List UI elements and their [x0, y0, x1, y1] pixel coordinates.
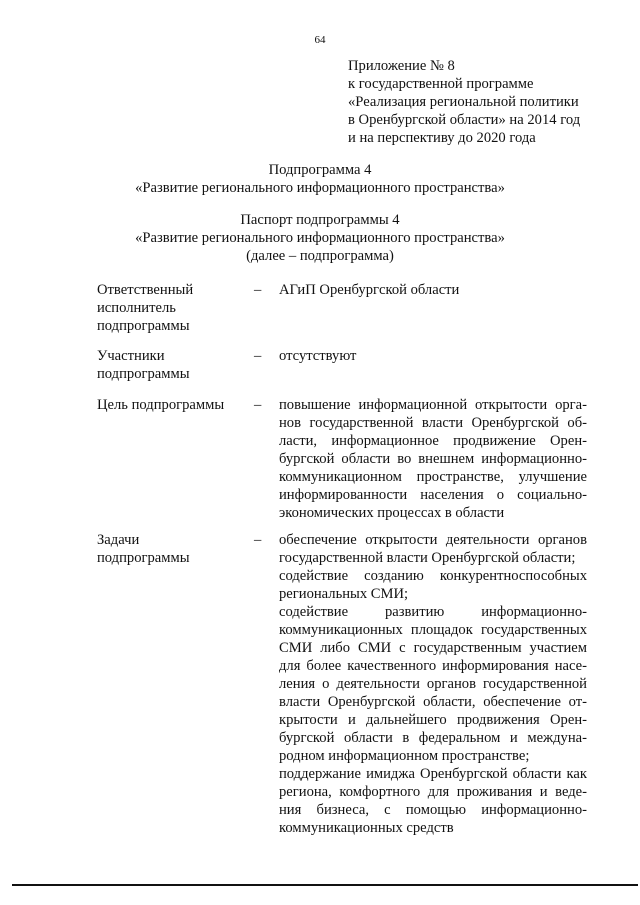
- row-label-executor: [97, 281, 247, 335]
- value-line: содействие созданию конкурентноспособных: [279, 568, 587, 584]
- value-line: обеспечение открытости деятельности органов: [279, 532, 587, 548]
- row-dash: –: [254, 282, 262, 298]
- value-line: бургской области во внешнем информационно-: [279, 451, 587, 467]
- value-line: содействие развитию информационно-: [279, 604, 587, 620]
- passport-name: «Развитие регионального информационного пространства»: [135, 230, 505, 246]
- label-line: исполнитель: [97, 300, 176, 316]
- value-line: крытости и дальнейшего продвижения Орен-: [279, 712, 587, 728]
- subprogram-title: Подпрограмма 4: [268, 162, 372, 178]
- row-dash: –: [254, 532, 262, 548]
- value-line: АГиП Оренбургской области: [279, 282, 460, 298]
- passport-heading: [0, 211, 640, 265]
- value-line: региональных СМИ;: [279, 586, 409, 602]
- appendix-line: к государственной программе: [348, 76, 534, 92]
- value-line: повышение информационной открытости орга-: [279, 397, 587, 413]
- value-line: бургской области в федеральном и междуна-: [279, 730, 587, 746]
- value-line: СМИ либо СМИ с государственным участием: [279, 640, 587, 656]
- passport-note: (далее – подпрограмма): [246, 248, 394, 264]
- row-label-tasks: [97, 531, 247, 567]
- subprogram-heading: [0, 161, 640, 197]
- row-label-participants: [97, 347, 247, 383]
- row-dash: –: [254, 348, 262, 364]
- value-line: поддержание имиджа Оренбургской области как: [279, 766, 587, 782]
- label-line: подпрограммы: [97, 366, 190, 382]
- page-bottom-rule: [12, 884, 638, 886]
- value-line: нов государственной власти Оренбургской об-: [279, 415, 587, 431]
- value-line: региона, комфортного для проживания и веде-: [279, 784, 587, 800]
- row-dash: –: [254, 397, 262, 413]
- label-line: Участники: [97, 348, 165, 364]
- passport-title: Паспорт подпрограммы 4: [240, 212, 400, 228]
- value-line: ления о деятельности органов государственной: [279, 676, 587, 692]
- page-number: 64: [314, 34, 326, 46]
- appendix-line: Приложение № 8: [348, 58, 455, 74]
- value-line: родном информационном пространстве;: [279, 748, 530, 764]
- subprogram-name: «Развитие регионального информационного пространства»: [135, 180, 505, 196]
- value-line: коммуникационном пространстве, улучшение: [279, 469, 587, 485]
- row-value-executor: [279, 281, 587, 299]
- row-label-goal: [97, 396, 247, 414]
- label-line: Задачи: [97, 532, 140, 548]
- label-line: Ответственный: [97, 282, 194, 298]
- value-line: власти Оренбургской области, обеспечение от-: [279, 694, 587, 710]
- appendix-line: и на перспективу до 2020 года: [348, 130, 536, 146]
- label-line: подпрограммы: [97, 318, 190, 334]
- value-line: отсутствуют: [279, 348, 357, 364]
- value-line: экономических процессах в области: [279, 505, 505, 521]
- value-line: государственной власти Оренбургской области;: [279, 550, 576, 566]
- value-line: для более качественного информирования насе-: [279, 658, 587, 674]
- value-line: коммуникационных площадок государственных: [279, 622, 587, 638]
- label-line: Цель подпрограммы: [97, 397, 225, 413]
- value-line: коммуникационных средств: [279, 820, 454, 836]
- appendix-line: в Оренбургской области» на 2014 год: [348, 112, 581, 128]
- row-value-goal: [279, 396, 587, 522]
- appendix-block: [348, 57, 633, 147]
- value-line: информированности населения о социально-: [279, 487, 587, 503]
- appendix-line: «Реализация региональной политики: [348, 94, 579, 110]
- row-value-participants: [279, 347, 587, 365]
- value-line: ласти, информационное продвижение Орен-: [279, 433, 587, 449]
- value-line: ния бизнеса, с помощью информационно-: [279, 802, 587, 818]
- label-line: подпрограммы: [97, 550, 190, 566]
- row-value-tasks: [279, 531, 587, 837]
